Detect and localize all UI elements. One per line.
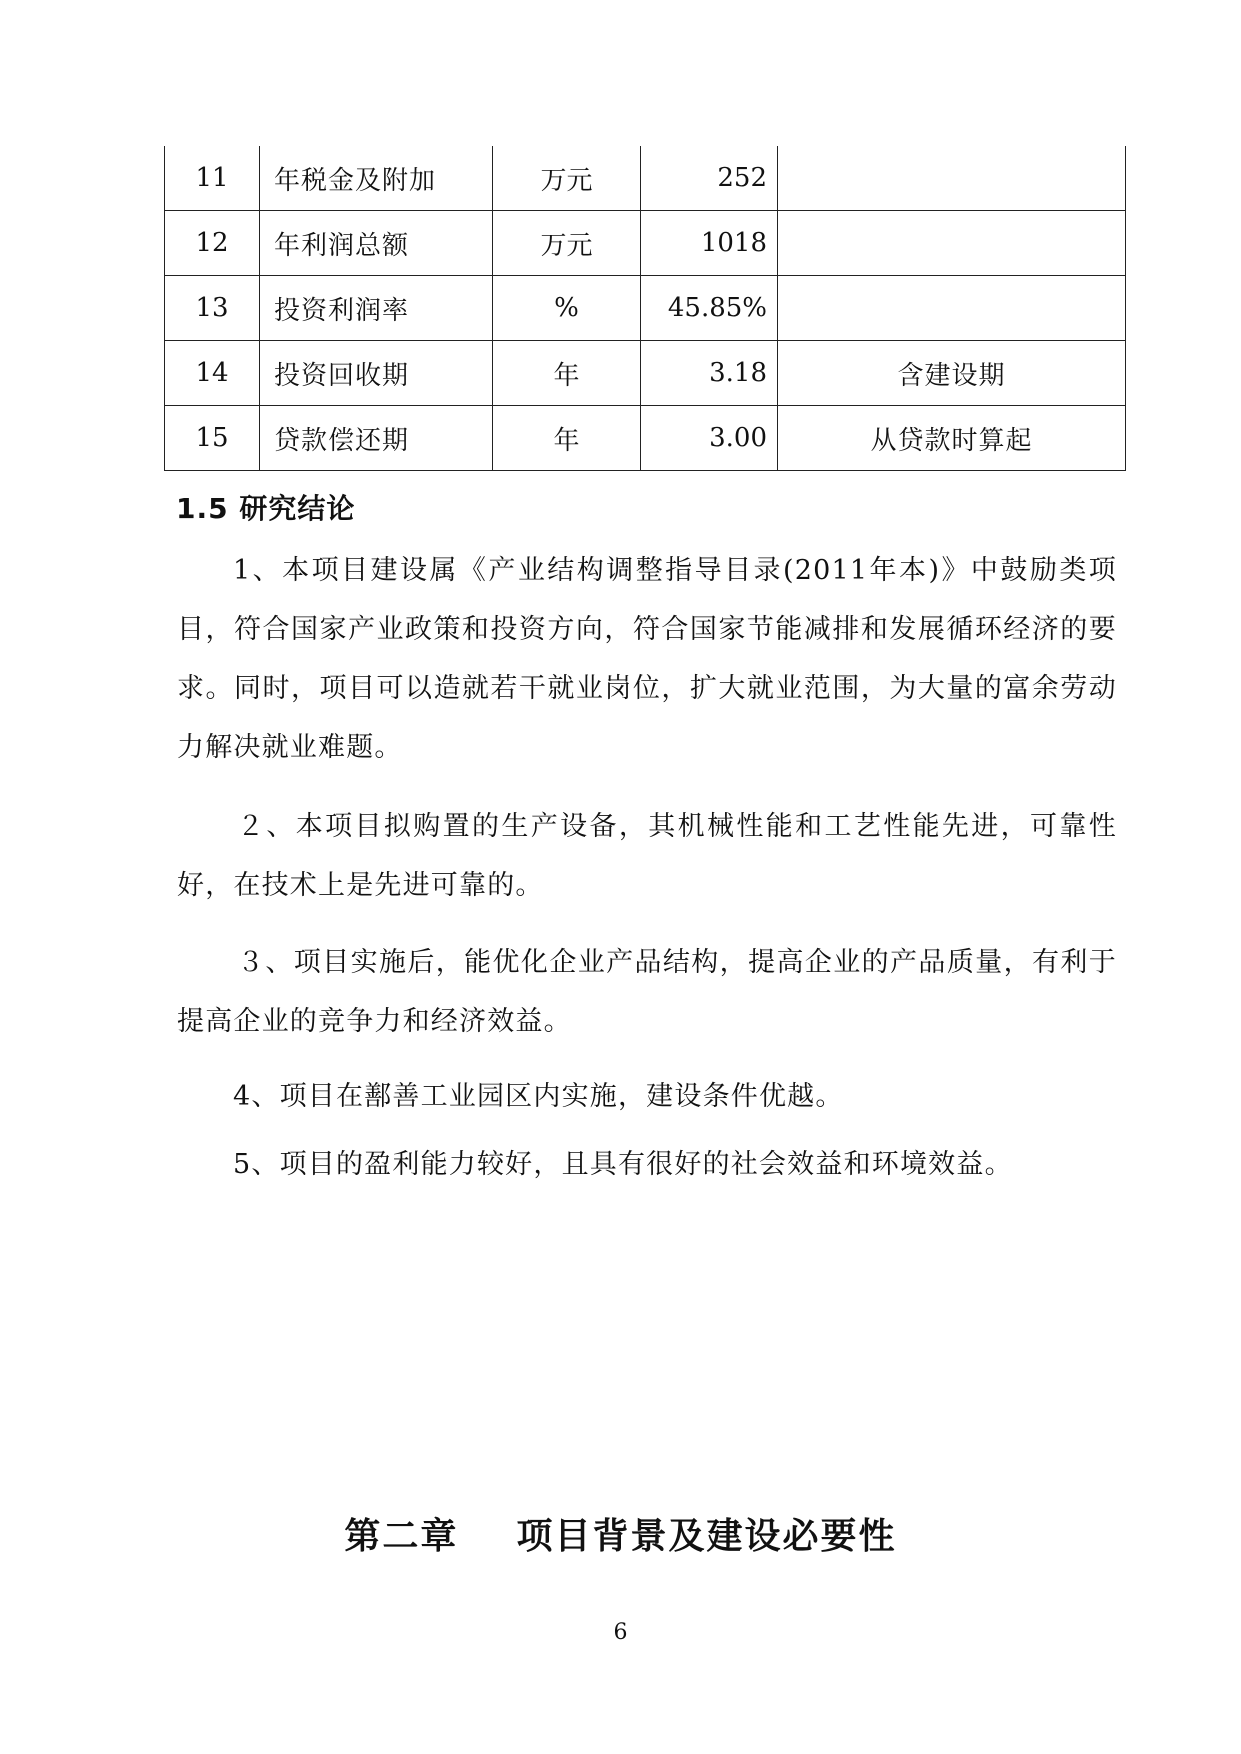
- table-row: [165, 211, 1126, 276]
- indicator-unit: %: [493, 276, 641, 341]
- row-number: 11: [165, 146, 260, 211]
- indicator-name: 贷款偿还期: [260, 406, 493, 471]
- row-number: 13: [165, 276, 260, 341]
- conclusion-paragraph: 1、本项目建设属《产业结构调整指导目录(2011年本)》中鼓励类项目，符合国家产业政策和投资方向，符合国家节能减排和发展循环经济的要求。同时，项目可以造就若干就业岗位，扩大就业范围，为大量的富余劳动力解决就业难题。: [177, 555, 1117, 763]
- indicator-unit: 年: [493, 406, 641, 471]
- indicator-unit: 万元: [493, 211, 641, 276]
- section-heading: 1.5 研究结论: [176, 492, 356, 525]
- conclusion-paragraph: ２、本项目拟购置的生产设备，其机械性能和工艺性能先进，可靠性好，在技术上是先进可靠的。: [177, 811, 1117, 901]
- conclusion-paragraph: 5、项目的盈利能力较好，且具有很好的社会效益和环境效益。: [233, 1149, 1013, 1180]
- indicator-note: [778, 146, 1126, 211]
- table-row: [165, 276, 1126, 341]
- table-row: [165, 406, 1126, 471]
- indicator-note: 从贷款时算起: [778, 406, 1126, 471]
- conclusion-paragraph: ３、项目实施后，能优化企业产品结构，提高企业的产品质量，有利于提高企业的竞争力和经济效益。: [177, 947, 1117, 1037]
- indicator-note: [778, 211, 1126, 276]
- indicator-table: [164, 146, 1126, 471]
- row-number: 15: [165, 406, 260, 471]
- indicator-value: 3.00: [641, 406, 778, 471]
- indicator-value: 1018: [641, 211, 778, 276]
- indicator-note: 含建设期: [778, 341, 1126, 406]
- indicator-value: 3.18: [641, 341, 778, 406]
- indicator-value: 45.85%: [641, 276, 778, 341]
- indicator-name: 投资回收期: [260, 341, 493, 406]
- indicator-name: 年利润总额: [260, 211, 493, 276]
- row-number: 12: [165, 211, 260, 276]
- table-row: [165, 146, 1126, 211]
- indicator-name: 投资利润率: [260, 276, 493, 341]
- table-row: [165, 341, 1126, 406]
- page-number: 6: [613, 1620, 628, 1645]
- indicator-unit: 万元: [493, 146, 641, 211]
- indicator-value: 252: [641, 146, 778, 211]
- indicator-unit: 年: [493, 341, 641, 406]
- row-number: 14: [165, 341, 260, 406]
- indicator-note: [778, 276, 1126, 341]
- indicator-name: 年税金及附加: [260, 146, 493, 211]
- conclusion-paragraph: 4、项目在鄯善工业园区内实施，建设条件优越。: [233, 1081, 844, 1112]
- chapter-title: 第二章 项目背景及建设必要性: [344, 1516, 897, 1557]
